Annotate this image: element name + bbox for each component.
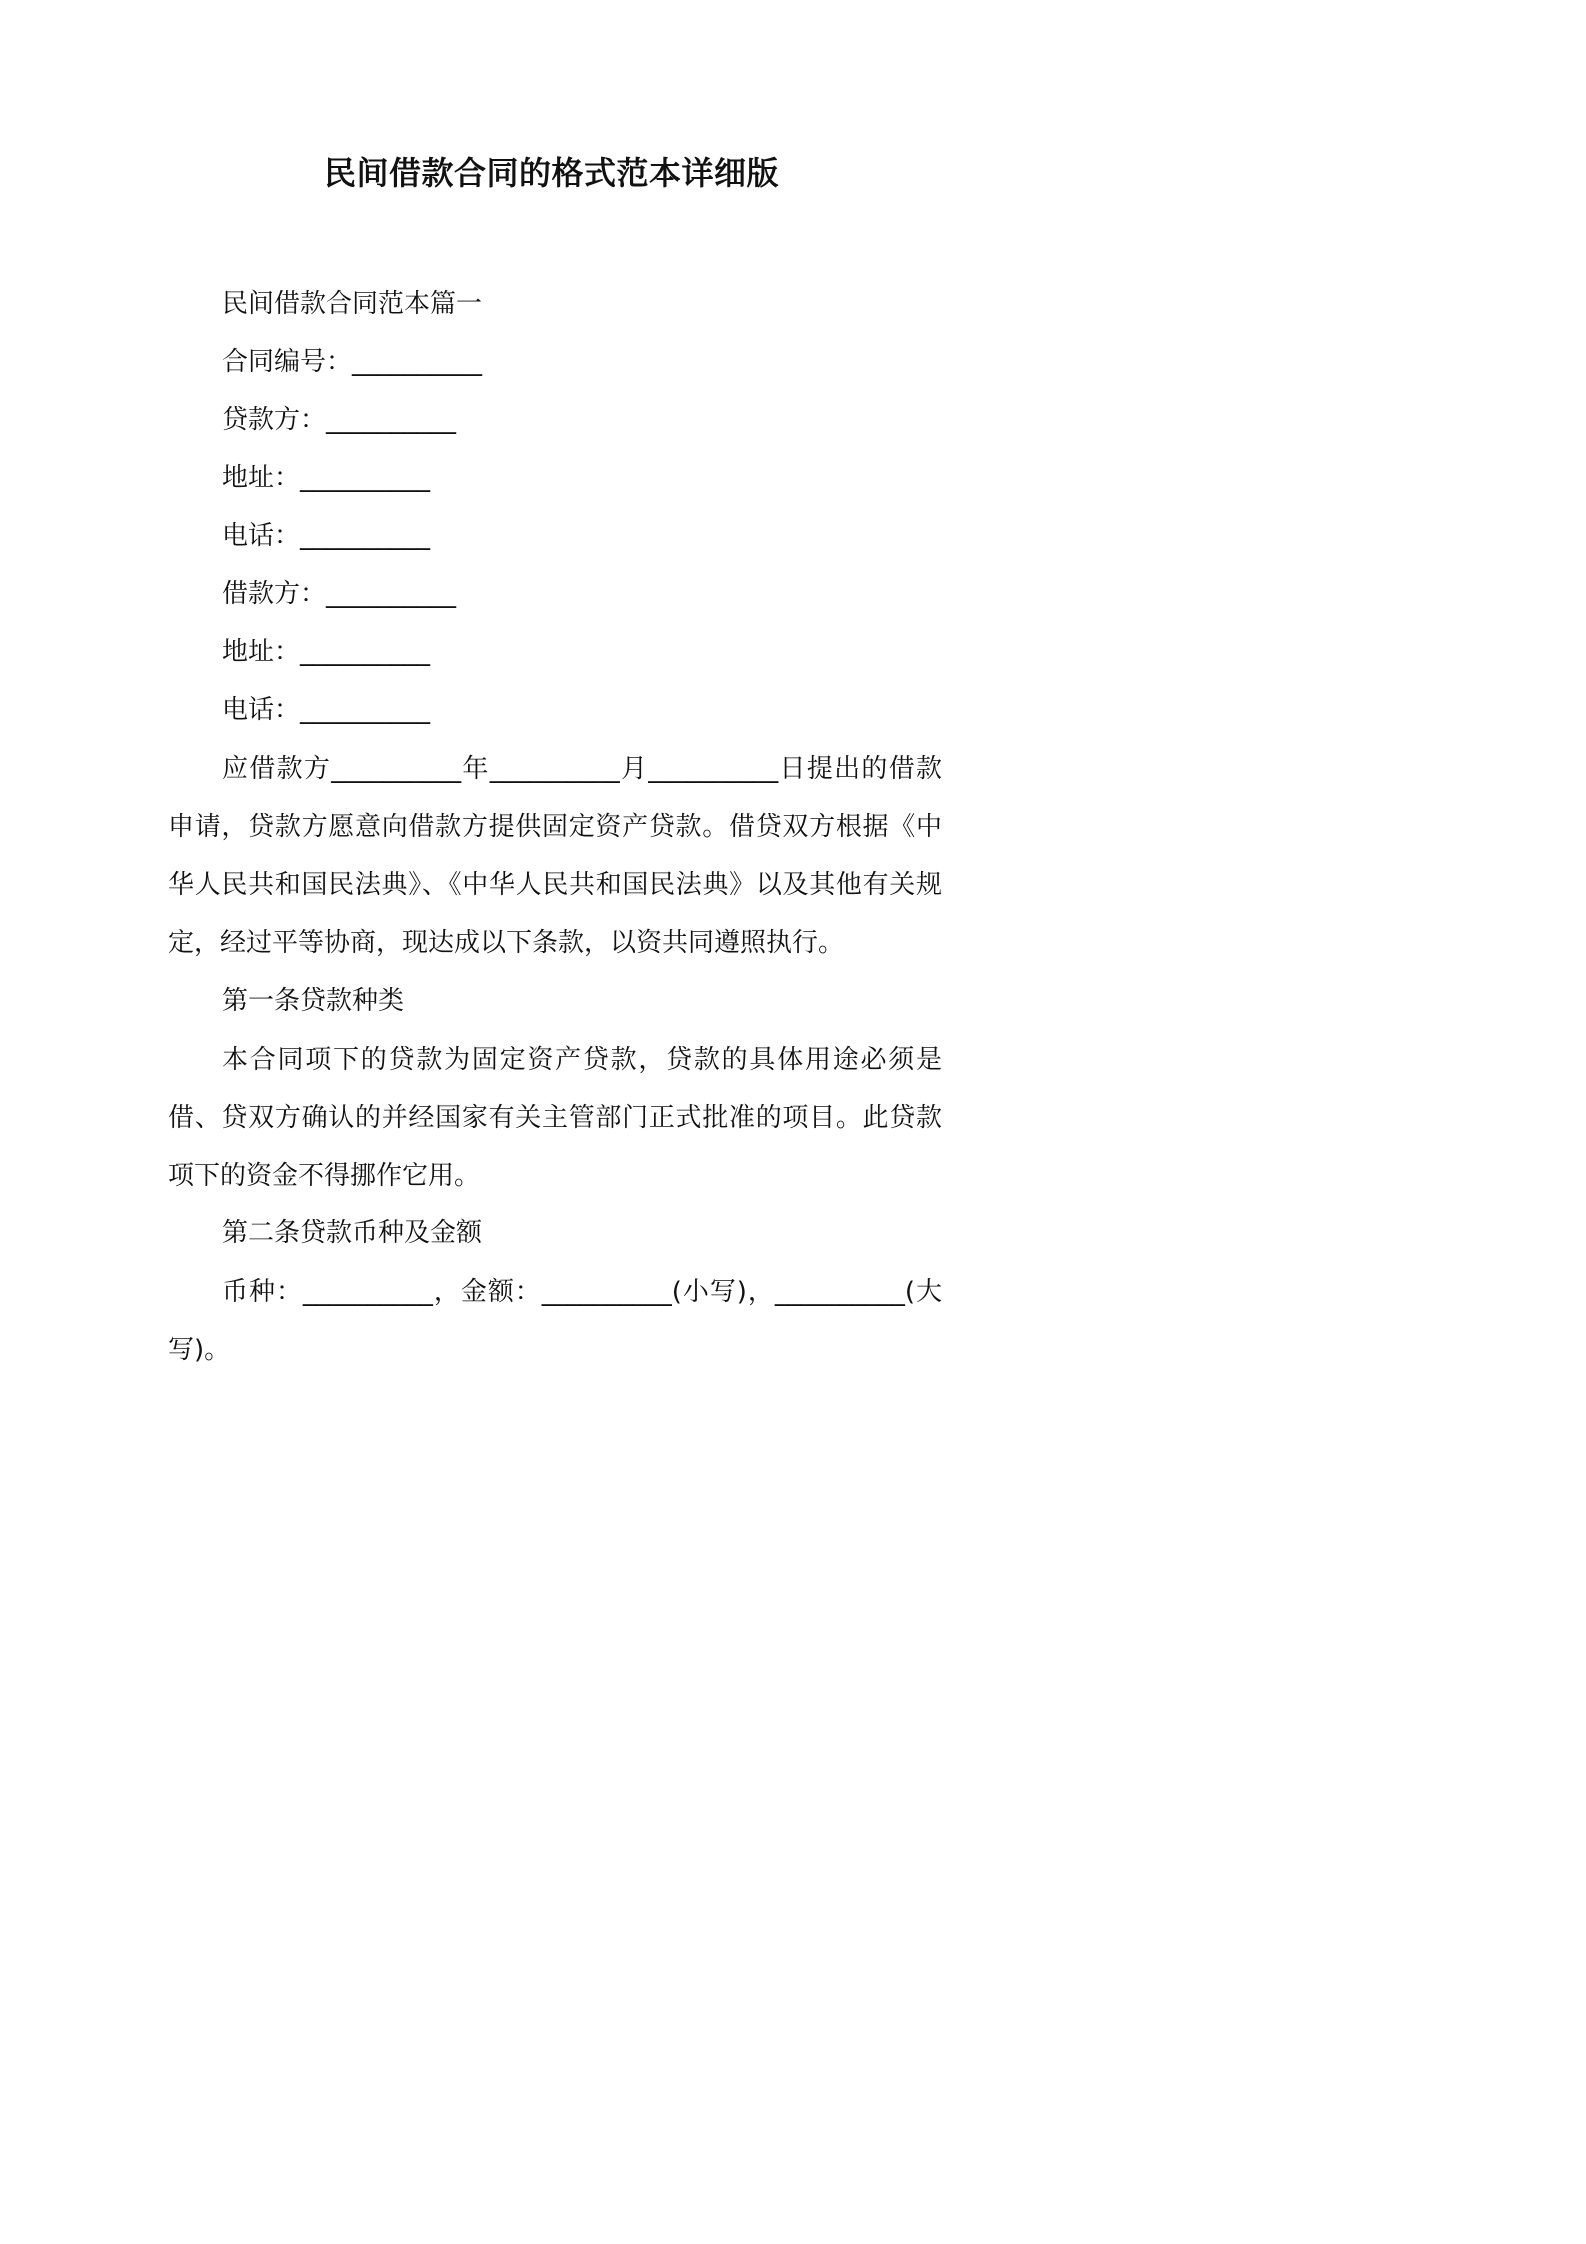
section-heading: 民间借款合同范本篇一 [222, 289, 483, 319]
intro-paragraph: 应借款方__________年__________月__________日提出的借款申请，贷款方愿意向借款方提供固定资产贷款。借贷双方根据《中华人民共和国民法典》、《中华人民共和国民法典》以及其他有关规定，经过平等协商，现达成以下条款，以资共同遵照执行。 [168, 754, 942, 958]
document-title: 民间借款合同的格式范本详细版 [323, 154, 779, 192]
article2-heading: 第二条贷款币种及金额 [222, 1218, 483, 1248]
article1-heading: 第一条贷款种类 [222, 986, 405, 1016]
document-page [0, 0, 1103, 1560]
article2-body: 币种：__________，金额：__________(小写)，__________(大写)。 [168, 1277, 942, 1365]
lender-address-field: 地址：__________ [222, 463, 431, 493]
article1-body: 本合同项下的贷款为固定资产贷款，贷款的具体用途必须是借、贷双方确认的并经国家有关主管部门正式批准的项目。此贷款项下的资金不得挪作它用。 [168, 1045, 942, 1191]
contract-number-field: 合同编号：__________ [222, 347, 483, 377]
lender-phone-field: 电话：__________ [222, 521, 431, 551]
lender-field: 贷款方：__________ [222, 405, 457, 435]
borrower-field: 借款方：__________ [222, 579, 457, 609]
borrower-address-field: 地址：__________ [222, 637, 431, 667]
borrower-phone-field: 电话：__________ [222, 695, 431, 725]
